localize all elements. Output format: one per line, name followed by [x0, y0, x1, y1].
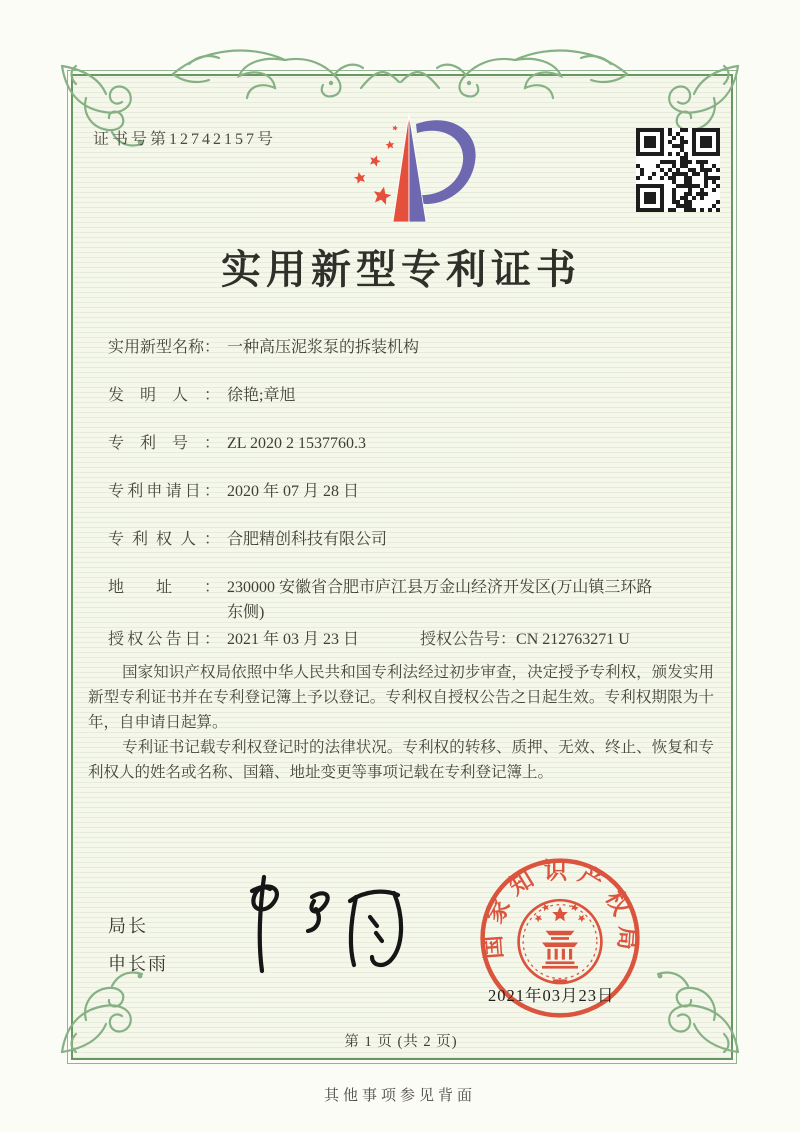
field-patent-number-value: ZL 2020 2 1537760.3 — [227, 435, 366, 452]
certificate-number: 证书号第12742157号 — [93, 131, 277, 148]
logo-stars — [353, 124, 399, 205]
field-address-value: 230000 安徽省合肥市庐江县万金山经济开发区(万山镇三环路东侧) — [227, 579, 653, 621]
field-patentee — [108, 528, 728, 553]
officer-title: 局长 — [108, 916, 148, 936]
field-grant-number — [420, 628, 630, 653]
certificate-title: 实用新型专利证书 — [221, 247, 581, 292]
qr-code — [636, 128, 720, 212]
field-patentee-label: 专利权人： — [108, 531, 220, 548]
seal-date: 2021年03月23日 — [488, 986, 615, 1005]
national-emblem-icon — [519, 900, 602, 983]
field-patent-number — [108, 432, 728, 457]
field-filing-date — [108, 480, 728, 505]
field-utility-name-label: 实用新型名称： — [108, 339, 221, 356]
field-filing-date-value: 2020 年 07 月 28 日 — [227, 483, 360, 500]
field-inventor — [108, 384, 728, 409]
field-grant-row — [108, 628, 728, 653]
cnipa-logo-icon — [336, 108, 482, 228]
field-inventor-label: 发明人： — [108, 387, 220, 404]
seal-org-text: 国家知识产权局 — [479, 858, 641, 960]
officer-name: 申长雨 — [108, 954, 168, 974]
body-paragraph-1: 国家知识产权局依照中华人民共和国专利法经过初步审查，决定授予专利权，颁发实用新型专利证书并在专利登记簿上予以登记。专利权自授权公告之日起生效。专利权期限为十年，自申请日起算。 — [88, 664, 714, 731]
field-patent-number-label: 专利号： — [108, 435, 220, 452]
field-grant-date-label: 授权公告日： — [108, 631, 220, 648]
field-grant-date-value: 2021 年 03 月 23 日 — [227, 631, 360, 648]
page-number: 第 1 页 (共 2 页) — [344, 1034, 458, 1050]
field-patentee-value: 合肥精创科技有限公司 — [227, 531, 388, 548]
field-grant-number-label: 授权公告号： — [420, 631, 517, 648]
field-address — [108, 576, 728, 626]
field-address-label: 地址： — [108, 579, 220, 596]
field-inventor-value: 徐艳;章旭 — [227, 387, 296, 404]
body-paragraph-2: 专利证书记载专利权登记时的法律状况。专利权的转移、质押、无效、终止、恢复和专利权人的姓名或名称、国籍、地址变更等事项记载在专利登记簿上。 — [88, 739, 714, 781]
officer-block — [108, 912, 168, 988]
signature-autograph — [212, 866, 412, 986]
certificate-body — [88, 660, 714, 785]
field-utility-name-value: 一种高压泥浆泵的拆装机构 — [227, 339, 420, 356]
top-ornament — [165, 36, 635, 108]
field-utility-name — [108, 336, 728, 361]
field-grant-number-value: CN 212763271 U — [516, 631, 630, 648]
field-filing-date-label: 专利申请日： — [108, 483, 220, 500]
back-note: 其他事项参见背面 — [323, 1088, 476, 1104]
